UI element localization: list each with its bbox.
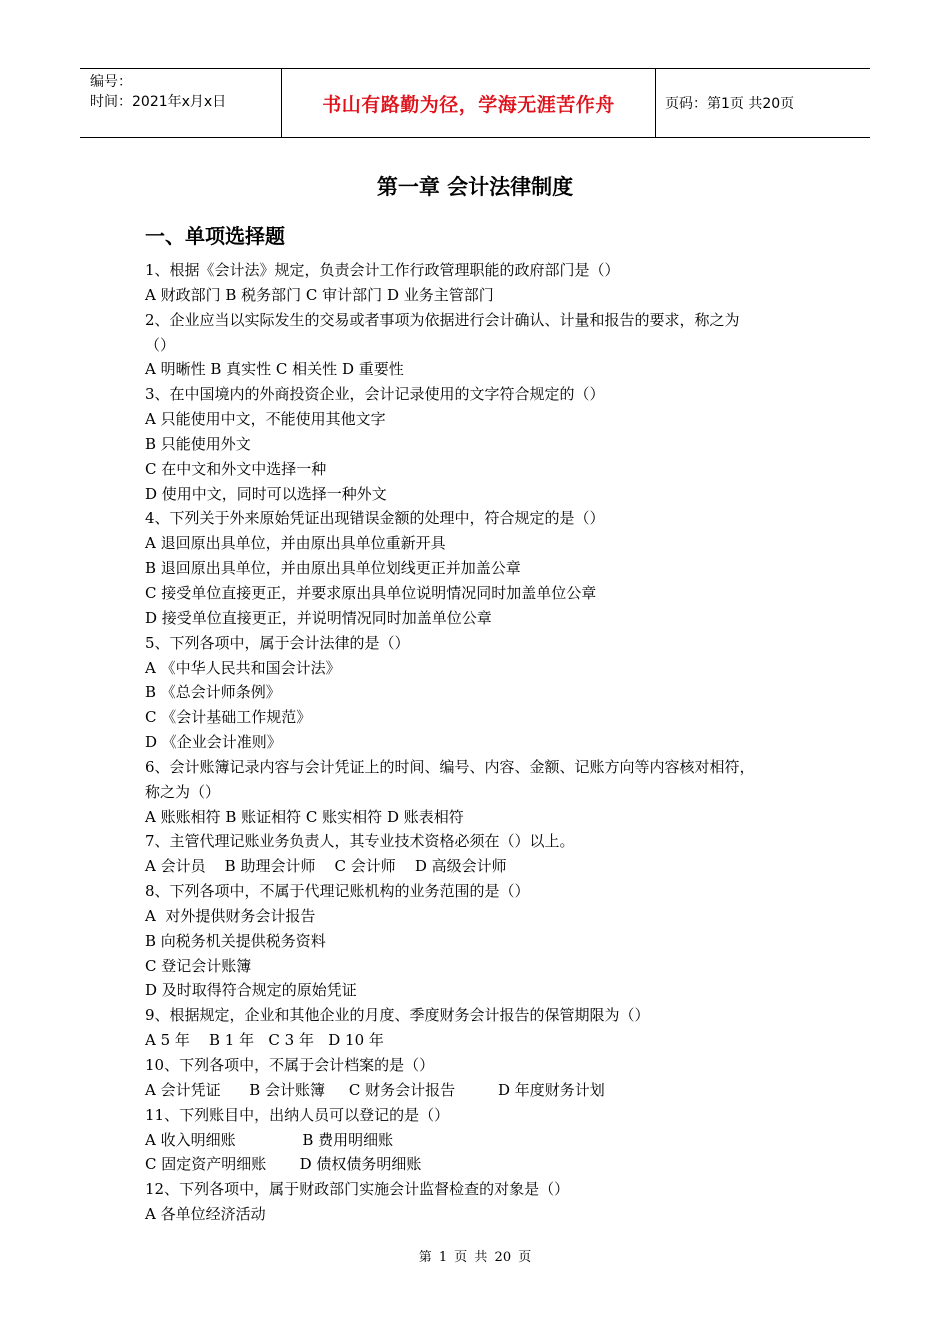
text-line: D 使用中文，同时可以选择一种外文 <box>145 484 387 503</box>
question-list <box>145 258 825 1227</box>
section-title: 一、单项选择题 <box>145 224 285 248</box>
text-line: 称之为（） <box>145 782 221 801</box>
text-line: 12、下列各项中，属于财政部门实施会计监督检查的对象是（） <box>145 1180 570 1199</box>
text-line: B 向税务机关提供税务资料 <box>145 931 326 950</box>
text-line: 7、主管代理记账业务负责人，其专业技术资格必须在（）以上。 <box>145 832 575 851</box>
header-table <box>80 68 870 138</box>
text-line: C 《会计基础工作规范》 <box>145 708 312 727</box>
text-line: A 财政部门 B 税务部门 C 审计部门 D 业务主管部门 <box>145 285 494 304</box>
text-line: A 《中华人民共和国会计法》 <box>145 658 341 677</box>
text-line: B 只能使用外文 <box>145 434 251 453</box>
text-line: 4、下列关于外来原始凭证出现错误金额的处理中，符合规定的是（） <box>145 509 605 528</box>
text-line: B 《总会计师条例》 <box>145 683 281 702</box>
text-line: A 5 年 B 1 年 C 3 年 D 10 年 <box>145 1031 384 1050</box>
page-footer: 第 1 页 共 20 页 <box>418 1250 532 1265</box>
motto: 书山有路勤为径，学海无涯苦作舟 <box>281 69 656 137</box>
text-line: C 固定资产明细账 D 债权债务明细账 <box>145 1155 422 1174</box>
text-line: 2、企业应当以实际发生的交易或者事项为依据进行会计确认、计量和报告的要求，称之为 <box>145 310 740 329</box>
text-line: 10、下列各项中，不属于会计档案的是（） <box>145 1056 435 1074</box>
text-line: A 各单位经济活动 <box>145 1205 266 1224</box>
text-line: C 接受单位直接更正，并要求原出具单位说明情况同时加盖单位公章 <box>145 583 597 602</box>
text-line: 6、会计账簿记录内容与会计凭证上的时间、编号、内容、金额、记账方向等内容核对相符， <box>145 757 755 776</box>
number-label: 编号： <box>90 74 132 90</box>
header-meta-cell <box>80 69 281 137</box>
text-line: A 退回原出具单位，并由原出具单位重新开具 <box>145 534 446 553</box>
text-line: （） <box>145 335 176 354</box>
text-line: A 对外提供财务会计报告 <box>145 906 316 925</box>
text-line: 5、下列各项中，属于会计法律的是（） <box>145 633 410 652</box>
text-line: A 只能使用中文，不能使用其他文字 <box>145 410 386 429</box>
text-line: A 会计员 B 助理会计师 C 会计师 D 高级会计师 <box>145 857 507 876</box>
text-line: A 账账相符 B 账证相符 C 账实相符 D 账表相符 <box>145 807 464 826</box>
text-line: 11、下列账目中，出纳人员可以登记的是（） <box>145 1105 450 1124</box>
text-line: 9、根据规定，企业和其他企业的月度、季度财务会计报告的保管期限为（） <box>145 1006 650 1025</box>
text-line: D 接受单位直接更正，并说明情况同时加盖单位公章 <box>145 608 492 627</box>
chapter-title: 第一章 会计法律制度 <box>376 175 574 199</box>
text-line: A 会计凭证 B 会计账簿 C 财务会计报告 D 年度财务计划 <box>145 1080 605 1099</box>
text-line: A 收入明细账 B 费用明细账 <box>145 1130 394 1149</box>
page-info: 页码：第1页 共20页 <box>665 96 795 112</box>
text-line: C 在中文和外文中选择一种 <box>145 459 327 478</box>
text-line: B 退回原出具单位，并由原出具单位划线更正并加盖公章 <box>145 559 521 578</box>
text-line: 8、下列各项中，不属于代理记账机构的业务范围的是（） <box>145 882 530 901</box>
text-line: C 登记会计账簿 <box>145 956 252 975</box>
text-line: A 明晰性 B 真实性 C 相关性 D 重要性 <box>145 360 404 379</box>
text-line: D 及时取得符合规定的原始凭证 <box>145 981 357 1000</box>
text-line: 3、在中国境内的外商投资企业，会计记录使用的文字符合规定的（） <box>145 385 605 404</box>
text-line: D 《企业会计准则》 <box>145 733 282 752</box>
time-label: 时间：2021年x月x日 <box>90 94 227 110</box>
text-line: 1、根据《会计法》规定，负责会计工作行政管理职能的政府部门是（） <box>145 261 620 279</box>
